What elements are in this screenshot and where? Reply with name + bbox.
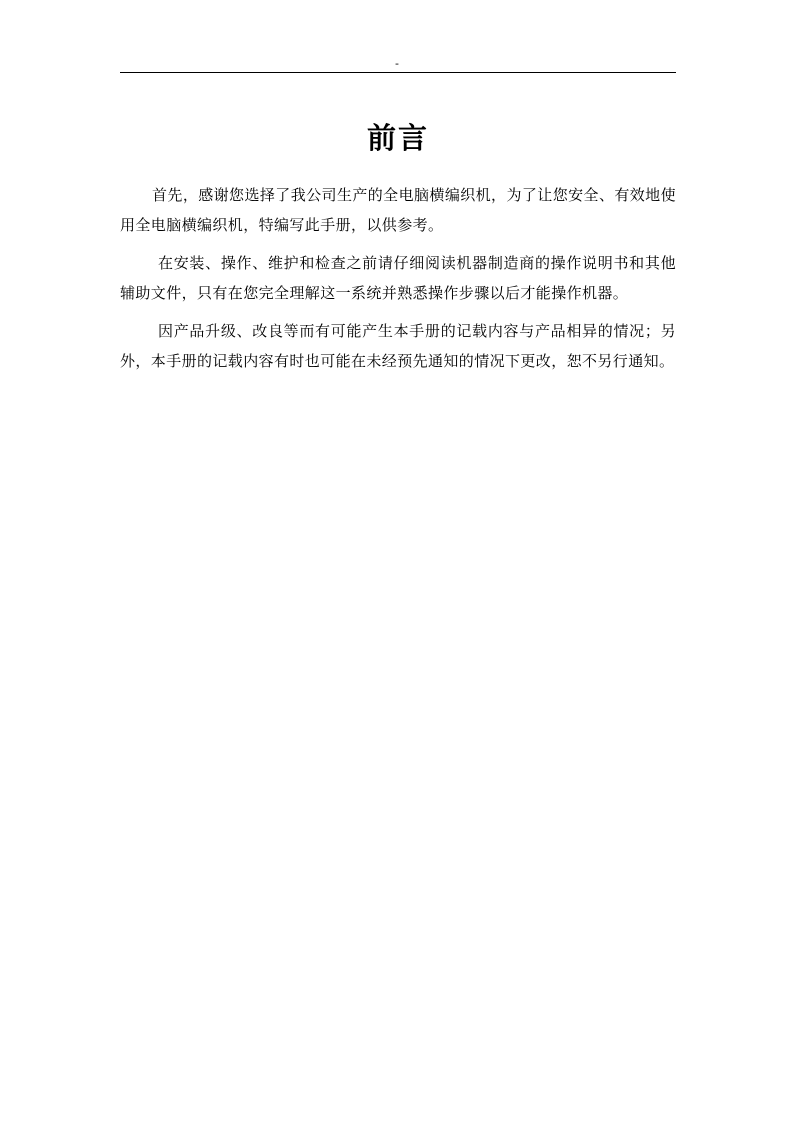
paragraph-disclaimer: 因产品升级、改良等而有可能产生本手册的记载内容与产品相异的情况；另外，本手册的记载内容有时也可能在未经预先通知的情况下更改，恕不另行通知。 — [120, 322, 676, 370]
page-title: 前言 — [366, 121, 429, 155]
header-mark: - — [395, 57, 399, 70]
paragraph-intro: 首先，感谢您选择了我公司生产的全电脑横编织机，为了让您安全、有效地使用全电脑横编织机，特编写此手册，以供参考。 — [120, 186, 676, 234]
document-body — [120, 180, 676, 384]
header-rule — [120, 72, 676, 73]
paragraph-instructions: 在安装、操作、维护和检查之前请仔细阅读机器制造商的操作说明书和其他辅助文件，只有在您完全理解这一系统并熟悉操作步骤以后才能操作机器。 — [120, 254, 676, 302]
